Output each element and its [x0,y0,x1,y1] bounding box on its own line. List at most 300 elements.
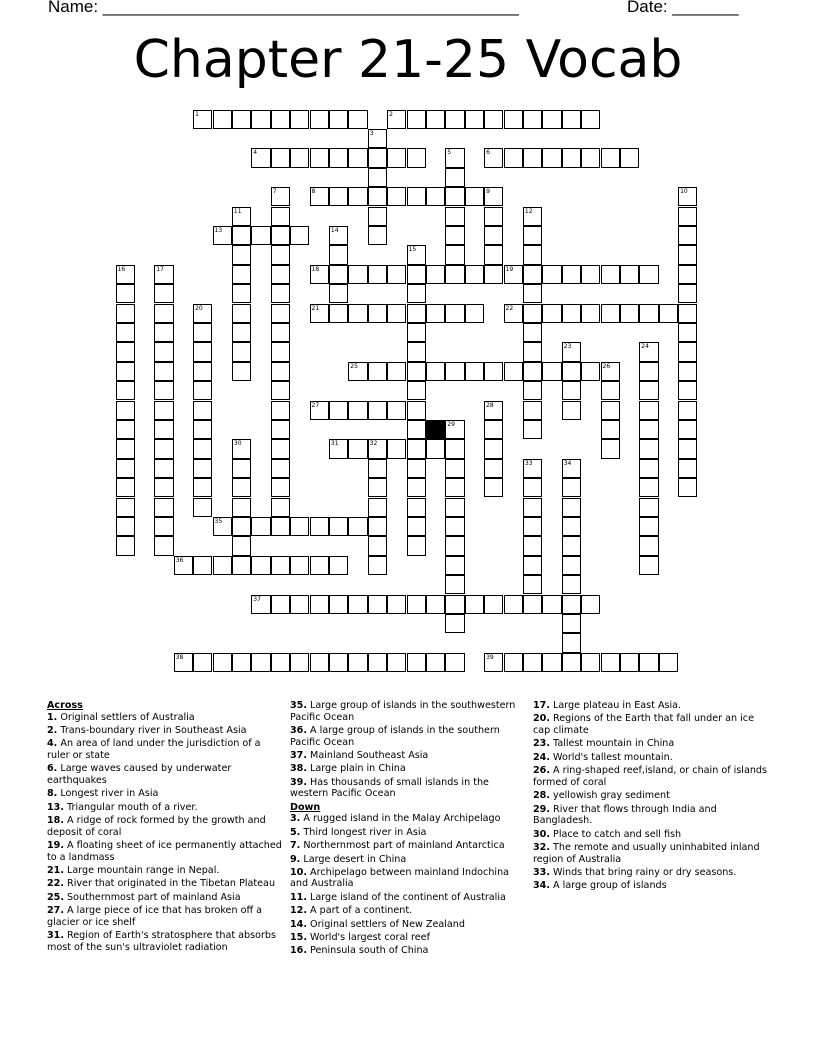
grid-cell[interactable] [271,595,290,614]
grid-cell[interactable] [504,595,523,614]
grid-cell[interactable] [445,420,464,439]
grid-cell[interactable] [484,245,503,264]
grid-cell[interactable] [562,536,581,555]
grid-cell[interactable] [445,556,464,575]
grid-cell[interactable] [407,304,426,323]
grid-cell[interactable] [232,342,251,361]
grid-cell[interactable] [407,478,426,497]
grid-cell[interactable] [465,304,484,323]
grid-cell[interactable] [232,362,251,381]
grid-cell[interactable] [213,556,232,575]
grid-cell[interactable] [445,614,464,633]
grid-cell[interactable] [193,498,212,517]
grid-cell[interactable] [232,478,251,497]
grid-cell[interactable] [678,245,697,264]
grid-cell[interactable] [678,439,697,458]
grid-cell[interactable] [329,401,348,420]
grid-cell[interactable] [154,498,173,517]
grid-cell[interactable] [407,459,426,478]
grid-cell[interactable] [620,653,639,672]
grid-cell[interactable] [678,401,697,420]
grid-cell[interactable] [659,653,678,672]
grid-cell[interactable] [193,362,212,381]
grid-cell[interactable] [639,459,658,478]
grid-cell[interactable] [601,653,620,672]
grid-cell[interactable] [310,517,329,536]
grid-cell[interactable] [387,304,406,323]
grid-cell[interactable] [232,207,251,226]
grid-cell[interactable] [465,265,484,284]
grid-cell[interactable] [484,439,503,458]
grid-cell[interactable] [348,401,367,420]
grid-cell[interactable] [348,362,367,381]
grid-cell[interactable] [348,265,367,284]
grid-cell[interactable] [271,517,290,536]
grid-cell[interactable] [484,207,503,226]
grid-cell[interactable] [445,459,464,478]
grid-cell[interactable] [523,207,542,226]
grid-cell[interactable] [329,284,348,303]
grid-cell[interactable] [407,439,426,458]
grid-cell[interactable] [271,110,290,129]
grid-cell[interactable] [542,653,561,672]
grid-cell[interactable] [562,362,581,381]
grid-cell[interactable] [290,595,309,614]
grid-cell[interactable] [290,653,309,672]
grid-cell[interactable] [445,595,464,614]
grid-cell[interactable] [620,304,639,323]
grid-cell[interactable] [310,595,329,614]
grid-cell[interactable] [523,110,542,129]
grid-cell[interactable] [368,401,387,420]
grid-cell[interactable] [542,362,561,381]
grid-cell[interactable] [523,420,542,439]
grid-cell[interactable] [271,245,290,264]
grid-cell[interactable] [232,556,251,575]
grid-cell[interactable] [678,459,697,478]
grid-cell[interactable] [445,439,464,458]
grid-cell[interactable] [678,342,697,361]
grid-cell[interactable] [426,439,445,458]
grid-cell[interactable] [348,439,367,458]
grid-cell[interactable] [445,207,464,226]
grid-cell[interactable] [193,401,212,420]
grid-cell[interactable] [329,148,348,167]
grid-cell[interactable] [678,362,697,381]
grid-cell[interactable] [484,595,503,614]
grid-cell[interactable] [271,556,290,575]
grid-cell[interactable] [232,498,251,517]
grid-cell[interactable] [271,187,290,206]
grid-cell[interactable] [174,556,193,575]
grid-cell[interactable] [193,439,212,458]
grid-cell[interactable] [523,245,542,264]
grid-cell[interactable] [504,110,523,129]
grid-cell[interactable] [271,284,290,303]
grid-cell[interactable] [562,614,581,633]
grid-cell[interactable] [601,381,620,400]
grid-cell[interactable] [445,110,464,129]
grid-cell[interactable] [407,595,426,614]
grid-cell[interactable] [639,362,658,381]
grid-cell[interactable] [154,362,173,381]
grid-cell[interactable] [639,653,658,672]
grid-cell[interactable] [368,517,387,536]
grid-cell[interactable] [232,439,251,458]
grid-cell[interactable] [193,478,212,497]
grid-cell[interactable] [426,362,445,381]
grid-cell[interactable] [601,401,620,420]
grid-cell[interactable] [193,556,212,575]
grid-cell[interactable] [368,653,387,672]
grid-cell[interactable] [678,265,697,284]
grid-cell[interactable] [116,304,135,323]
grid-cell[interactable] [290,556,309,575]
grid-cell[interactable] [445,245,464,264]
grid-cell[interactable] [426,304,445,323]
grid-cell[interactable] [154,459,173,478]
grid-cell[interactable] [523,381,542,400]
grid-cell[interactable] [445,148,464,167]
grid-cell[interactable] [271,342,290,361]
grid-cell[interactable] [329,595,348,614]
grid-cell[interactable] [639,265,658,284]
grid-cell[interactable] [562,633,581,652]
grid-cell[interactable] [542,110,561,129]
grid-cell[interactable] [562,148,581,167]
grid-cell[interactable] [465,362,484,381]
grid-cell[interactable] [271,498,290,517]
grid-cell[interactable] [329,226,348,245]
grid-cell[interactable] [523,498,542,517]
grid-cell[interactable] [678,478,697,497]
grid-cell[interactable] [116,478,135,497]
grid-cell[interactable] [251,148,270,167]
grid-cell[interactable] [504,148,523,167]
grid-cell[interactable] [484,362,503,381]
grid-cell[interactable] [542,595,561,614]
grid-cell[interactable] [368,304,387,323]
grid-cell[interactable] [116,401,135,420]
grid-cell[interactable] [251,226,270,245]
grid-cell[interactable] [523,478,542,497]
grid-cell[interactable] [213,110,232,129]
grid-cell[interactable] [193,420,212,439]
grid-cell[interactable] [426,110,445,129]
grid-cell[interactable] [445,536,464,555]
grid-cell[interactable] [310,187,329,206]
grid-cell[interactable] [601,148,620,167]
grid-cell[interactable] [562,595,581,614]
grid-cell[interactable] [368,129,387,148]
grid-cell[interactable] [232,284,251,303]
grid-cell[interactable] [445,478,464,497]
grid-cell[interactable] [368,265,387,284]
grid-cell[interactable] [678,304,697,323]
grid-cell[interactable] [271,323,290,342]
grid-cell[interactable] [329,110,348,129]
grid-cell[interactable] [329,187,348,206]
grid-cell[interactable] [368,362,387,381]
grid-cell[interactable] [348,653,367,672]
grid-cell[interactable] [678,420,697,439]
grid-cell[interactable] [562,304,581,323]
grid-cell[interactable] [154,478,173,497]
grid-cell[interactable] [310,148,329,167]
grid-cell[interactable] [407,265,426,284]
grid-cell[interactable] [271,226,290,245]
grid-cell[interactable] [387,362,406,381]
grid-cell[interactable] [562,265,581,284]
grid-cell[interactable] [174,653,193,672]
grid-cell[interactable] [348,517,367,536]
grid-cell[interactable] [329,245,348,264]
grid-cell[interactable] [484,265,503,284]
grid-cell[interactable] [271,304,290,323]
grid-cell[interactable] [368,595,387,614]
grid-cell[interactable] [387,439,406,458]
grid-cell[interactable] [368,536,387,555]
grid-cell[interactable] [271,459,290,478]
grid-cell[interactable] [116,381,135,400]
grid-cell[interactable] [116,420,135,439]
grid-cell[interactable] [387,265,406,284]
grid-cell[interactable] [407,323,426,342]
grid-cell[interactable] [193,459,212,478]
grid-cell[interactable] [639,304,658,323]
grid-cell[interactable] [368,207,387,226]
grid-cell[interactable] [581,265,600,284]
grid-cell[interactable] [368,187,387,206]
grid-cell[interactable] [445,226,464,245]
grid-cell[interactable] [232,304,251,323]
grid-cell[interactable] [484,420,503,439]
grid-cell[interactable] [193,304,212,323]
grid-cell[interactable] [232,265,251,284]
grid-cell[interactable] [154,304,173,323]
grid-cell[interactable] [445,517,464,536]
grid-cell[interactable] [523,342,542,361]
grid-cell[interactable] [407,653,426,672]
grid-cell[interactable] [581,148,600,167]
grid-cell[interactable] [193,381,212,400]
grid-cell[interactable] [484,110,503,129]
grid-cell[interactable] [368,148,387,167]
grid-cell[interactable] [445,498,464,517]
grid-cell[interactable] [465,595,484,614]
grid-cell[interactable] [523,226,542,245]
grid-cell[interactable] [232,517,251,536]
grid-cell[interactable] [116,323,135,342]
grid-cell[interactable] [465,187,484,206]
grid-cell[interactable] [581,304,600,323]
grid-cell[interactable] [154,536,173,555]
grid-cell[interactable] [290,110,309,129]
grid-cell[interactable] [581,110,600,129]
grid-cell[interactable] [639,517,658,536]
grid-cell[interactable] [678,207,697,226]
grid-cell[interactable] [271,265,290,284]
grid-cell[interactable] [310,401,329,420]
grid-cell[interactable] [251,653,270,672]
grid-cell[interactable] [116,498,135,517]
grid-cell[interactable] [271,653,290,672]
grid-cell[interactable] [407,517,426,536]
grid-cell[interactable] [193,323,212,342]
grid-cell[interactable] [387,401,406,420]
grid-cell[interactable] [484,459,503,478]
grid-cell[interactable] [620,148,639,167]
grid-cell[interactable] [251,110,270,129]
grid-cell[interactable] [523,595,542,614]
grid-cell[interactable] [251,556,270,575]
grid-cell[interactable] [271,439,290,458]
grid-cell[interactable] [659,304,678,323]
grid-cell[interactable] [232,226,251,245]
grid-cell[interactable] [310,265,329,284]
grid-cell[interactable] [445,362,464,381]
grid-cell[interactable] [116,265,135,284]
grid-cell[interactable] [193,653,212,672]
grid-cell[interactable] [562,459,581,478]
grid-cell[interactable] [639,401,658,420]
grid-cell[interactable] [523,284,542,303]
grid-cell[interactable] [504,653,523,672]
grid-cell[interactable] [116,342,135,361]
grid-cell[interactable] [154,381,173,400]
grid-cell[interactable] [368,168,387,187]
grid-cell[interactable] [310,110,329,129]
grid-cell[interactable] [562,342,581,361]
grid-cell[interactable] [154,439,173,458]
grid-cell[interactable] [678,323,697,342]
grid-cell[interactable] [562,401,581,420]
grid-cell[interactable] [368,498,387,517]
grid-cell[interactable] [116,536,135,555]
grid-cell[interactable] [348,595,367,614]
grid-cell[interactable] [426,265,445,284]
grid-cell[interactable] [116,459,135,478]
grid-cell[interactable] [387,187,406,206]
grid-cell[interactable] [271,148,290,167]
grid-cell[interactable] [154,265,173,284]
grid-cell[interactable] [271,420,290,439]
grid-cell[interactable] [504,362,523,381]
grid-cell[interactable] [542,148,561,167]
grid-cell[interactable] [426,653,445,672]
grid-cell[interactable] [154,323,173,342]
grid-cell[interactable] [407,245,426,264]
grid-cell[interactable] [523,536,542,555]
grid-cell[interactable] [213,226,232,245]
grid-cell[interactable] [523,401,542,420]
grid-cell[interactable] [639,381,658,400]
grid-cell[interactable] [232,653,251,672]
grid-cell[interactable] [407,381,426,400]
grid-cell[interactable] [484,653,503,672]
grid-cell[interactable] [445,304,464,323]
grid-cell[interactable] [154,420,173,439]
grid-cell[interactable] [484,148,503,167]
grid-cell[interactable] [407,401,426,420]
grid-cell[interactable] [407,148,426,167]
grid-cell[interactable] [407,362,426,381]
grid-cell[interactable] [523,362,542,381]
grid-cell[interactable] [329,304,348,323]
grid-cell[interactable] [426,187,445,206]
grid-cell[interactable] [348,187,367,206]
grid-cell[interactable] [368,439,387,458]
grid-cell[interactable] [329,439,348,458]
grid-cell[interactable] [310,653,329,672]
grid-cell[interactable] [562,556,581,575]
grid-cell[interactable] [445,575,464,594]
grid-cell[interactable] [290,226,309,245]
grid-cell[interactable] [407,110,426,129]
grid-cell[interactable] [116,517,135,536]
grid-cell[interactable] [484,187,503,206]
grid-cell[interactable] [542,265,561,284]
grid-cell[interactable] [601,304,620,323]
grid-cell[interactable] [639,498,658,517]
grid-cell[interactable] [407,187,426,206]
grid-cell[interactable] [310,304,329,323]
grid-cell[interactable] [678,284,697,303]
grid-cell[interactable] [523,323,542,342]
grid-cell[interactable] [562,575,581,594]
grid-cell[interactable] [193,110,212,129]
grid-cell[interactable] [329,556,348,575]
grid-cell[interactable] [232,459,251,478]
grid-cell[interactable] [271,207,290,226]
grid-cell[interactable] [523,556,542,575]
grid-cell[interactable] [465,110,484,129]
grid-cell[interactable] [523,304,542,323]
grid-cell[interactable] [445,653,464,672]
grid-cell[interactable] [387,595,406,614]
grid-cell[interactable] [348,110,367,129]
grid-cell[interactable] [387,653,406,672]
grid-cell[interactable] [504,304,523,323]
grid-cell[interactable] [116,362,135,381]
grid-cell[interactable] [368,226,387,245]
grid-cell[interactable] [542,304,561,323]
grid-cell[interactable] [368,478,387,497]
grid-cell[interactable] [116,284,135,303]
grid-cell[interactable] [368,459,387,478]
grid-cell[interactable] [562,653,581,672]
grid-cell[interactable] [678,187,697,206]
grid-cell[interactable] [290,517,309,536]
grid-cell[interactable] [426,595,445,614]
grid-cell[interactable] [348,148,367,167]
grid-cell[interactable] [329,517,348,536]
grid-cell[interactable] [154,517,173,536]
grid-cell[interactable] [387,148,406,167]
grid-cell[interactable] [271,401,290,420]
grid-cell[interactable] [523,148,542,167]
grid-cell[interactable] [581,653,600,672]
grid-cell[interactable] [562,517,581,536]
grid-cell[interactable] [116,439,135,458]
grid-cell[interactable] [193,342,212,361]
grid-cell[interactable] [562,381,581,400]
grid-cell[interactable] [484,226,503,245]
grid-cell[interactable] [639,342,658,361]
grid-cell[interactable] [387,110,406,129]
grid-cell[interactable] [523,653,542,672]
grid-cell[interactable] [620,265,639,284]
